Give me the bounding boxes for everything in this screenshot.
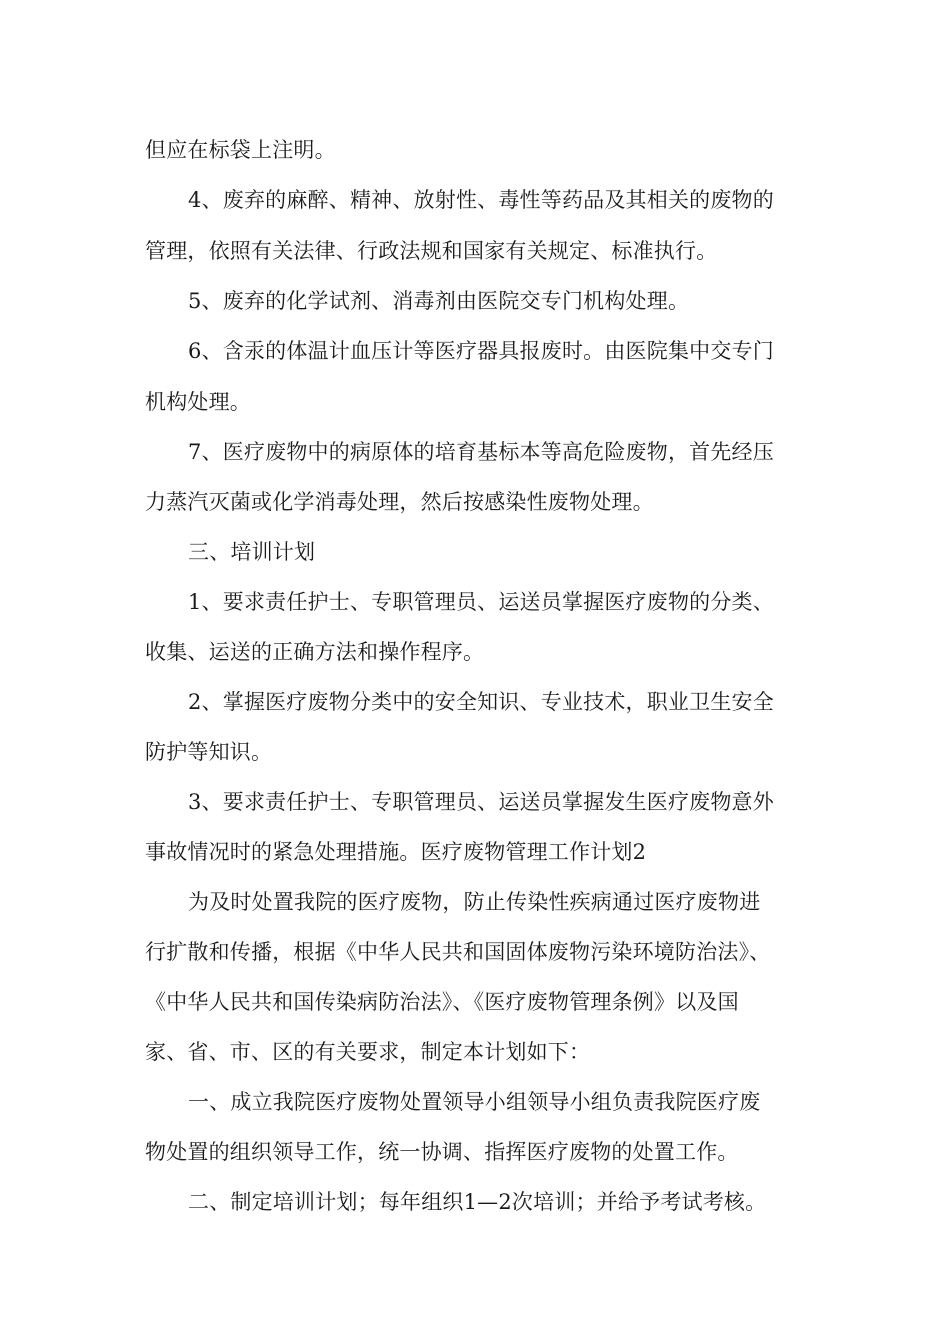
- paragraph-7-line-2: 力蒸汽灭菌或化学消毒处理，然后按感染性废物处理。: [145, 490, 654, 514]
- training-item-1-line-2: 收集、运送的正确方法和操作程序。: [145, 640, 485, 664]
- plan-2-item-1-line-2: 物处置的组织领导工作，统一协调、指挥医疗废物的处置工作。: [145, 1140, 739, 1164]
- section-heading-training: 三、培训计划: [188, 540, 316, 564]
- text-line: 但应在标袋上注明。: [145, 138, 336, 162]
- plan-2-intro-line-4: 家、省、市、区的有关要求，制定本计划如下：: [145, 1040, 591, 1064]
- training-item-1-line-1: 1、要求责任护士、专职管理员、运送员掌握医疗废物的分类、: [188, 590, 774, 614]
- plan-2-intro-line-3: 《中华人民共和国传染病防治法》、《医疗废物管理条例》以及国: [145, 990, 739, 1014]
- training-item-3-line-1: 3、要求责任护士、专职管理员、运送员掌握发生医疗废物意外: [188, 790, 774, 814]
- training-item-2-line-1: 2、掌握医疗废物分类中的安全知识、专业技术，职业卫生安全: [188, 690, 774, 714]
- paragraph-4-line-1: 4、废弃的麻醉、精神、放射性、毒性等药品及其相关的废物的: [188, 188, 774, 212]
- paragraph-6-line-2: 机构处理。: [145, 390, 251, 414]
- training-item-2-line-2: 防护等知识。: [145, 740, 273, 764]
- plan-2-intro-line-1: 为及时处置我院的医疗废物，防止传染性疾病通过医疗废物进: [188, 890, 761, 914]
- training-item-3-line-2: 事故情况时的紧急处理措施。医疗废物管理工作计划2: [145, 840, 647, 864]
- paragraph-7-line-1: 7、医疗废物中的病原体的培育基标本等高危险废物，首先经压: [188, 440, 774, 464]
- plan-2-item-2-line-1: 二、制定培训计划；每年组织1—2次培训；并给予考试考核。: [188, 1190, 767, 1214]
- paragraph-4-line-2: 管理，依照有关法律、行政法规和国家有关规定、标准执行。: [145, 239, 718, 263]
- paragraph-6-line-1: 6、含汞的体温计血压计等医疗器具报废时。由医院集中交专门: [188, 339, 774, 363]
- plan-2-intro-line-2: 行扩散和传播，根据《中华人民共和国固体废物污染环境防治法》、: [145, 940, 771, 964]
- plan-2-item-1-line-1: 一、成立我院医疗废物处置领导小组领导小组负责我院医疗废: [188, 1090, 761, 1114]
- paragraph-5-line-1: 5、废弃的化学试剂、消毒剂由医院交专门机构处理。: [188, 289, 690, 313]
